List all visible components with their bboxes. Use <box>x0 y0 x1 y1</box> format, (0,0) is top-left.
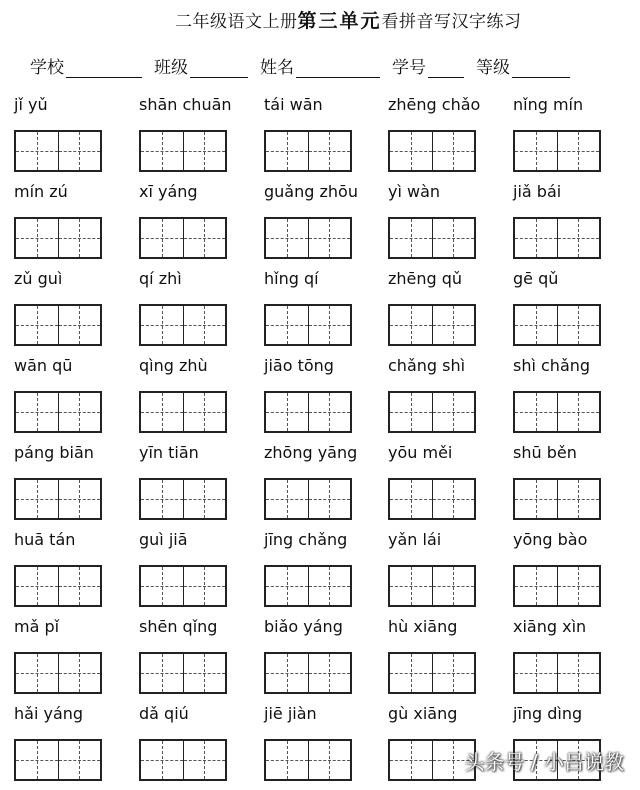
tianzige-boxes <box>513 304 601 346</box>
writing-box[interactable] <box>266 219 308 257</box>
writing-box[interactable] <box>390 132 432 170</box>
word-exercise-item <box>388 443 508 529</box>
tianzige-boxes <box>513 478 601 520</box>
pinyin-label: biǎo yáng <box>264 617 343 636</box>
pinyin-label: nǐng mín <box>513 95 584 114</box>
tianzige-boxes <box>513 391 601 433</box>
writing-box[interactable] <box>432 219 475 257</box>
tianzige-boxes <box>513 130 601 172</box>
tianzige-boxes <box>139 304 227 346</box>
word-exercise-item <box>513 182 633 268</box>
writing-box[interactable] <box>141 741 183 779</box>
pinyin-label: xī yáng <box>139 182 198 201</box>
writing-box[interactable] <box>16 654 58 692</box>
writing-box[interactable] <box>16 306 58 344</box>
pinyin-label: hù xiāng <box>388 617 458 636</box>
tianzige-boxes <box>139 391 227 433</box>
writing-box[interactable] <box>16 132 58 170</box>
writing-box[interactable] <box>58 393 101 431</box>
writing-box[interactable] <box>183 567 226 605</box>
word-exercise-item <box>513 356 633 442</box>
pinyin-label: jiāo tōng <box>264 356 334 375</box>
pinyin-label: qí zhì <box>139 269 182 288</box>
pinyin-label: jīng dìng <box>513 704 583 723</box>
title-unit: 第三单元 <box>297 10 382 32</box>
writing-box[interactable] <box>58 132 101 170</box>
pinyin-label: jiē jiàn <box>264 704 317 723</box>
word-exercise-item <box>14 704 134 790</box>
writing-box[interactable] <box>16 480 58 518</box>
word-exercise-item <box>388 182 508 268</box>
writing-box[interactable] <box>432 132 475 170</box>
tianzige-boxes <box>388 478 476 520</box>
title-suffix: 看拼音写汉字练习 <box>381 12 522 32</box>
tianzige-boxes <box>14 217 102 259</box>
pinyin-label: shū běn <box>513 443 577 462</box>
word-exercise-item <box>264 269 384 355</box>
writing-box[interactable] <box>308 480 351 518</box>
tianzige-boxes <box>264 739 352 781</box>
tianzige-boxes <box>264 130 352 172</box>
pinyin-label: shì chǎng <box>513 356 591 375</box>
pinyin-label: guì jiā <box>139 530 188 549</box>
word-exercise-item <box>14 356 134 442</box>
writing-box[interactable] <box>308 654 351 692</box>
writing-box[interactable] <box>141 219 183 257</box>
tianzige-boxes <box>139 217 227 259</box>
tianzige-boxes <box>264 304 352 346</box>
word-exercise-item <box>139 443 259 529</box>
writing-box[interactable] <box>432 480 475 518</box>
word-exercise-item <box>14 182 134 268</box>
writing-box[interactable] <box>390 741 432 779</box>
writing-box[interactable] <box>515 132 557 170</box>
writing-box[interactable] <box>58 480 101 518</box>
word-exercise-item <box>388 95 508 181</box>
tianzige-boxes <box>14 391 102 433</box>
pinyin-label: dǎ qiú <box>139 704 189 723</box>
pinyin-label: shēn qǐng <box>139 617 218 636</box>
word-exercise-item <box>264 95 384 181</box>
writing-box[interactable] <box>141 567 183 605</box>
pinyin-label: hǎi yáng <box>14 704 84 723</box>
number-label: 学号 <box>392 58 426 78</box>
writing-box[interactable] <box>515 219 557 257</box>
writing-box[interactable] <box>557 567 600 605</box>
writing-box[interactable] <box>432 393 475 431</box>
writing-box[interactable] <box>557 480 600 518</box>
word-exercise-item <box>513 443 633 529</box>
writing-box[interactable] <box>16 219 58 257</box>
writing-box[interactable] <box>390 654 432 692</box>
writing-box[interactable] <box>515 393 557 431</box>
word-exercise-item <box>264 617 384 703</box>
writing-box[interactable] <box>183 393 226 431</box>
writing-box[interactable] <box>557 393 600 431</box>
word-exercise-item <box>264 530 384 616</box>
pinyin-label: mǎ pǐ <box>14 617 60 636</box>
word-exercise-item <box>139 704 259 790</box>
writing-box[interactable] <box>515 480 557 518</box>
word-exercise-item <box>513 95 633 181</box>
writing-box[interactable] <box>308 219 351 257</box>
writing-box[interactable] <box>141 393 183 431</box>
school-label: 学校 <box>30 58 64 78</box>
writing-box[interactable] <box>16 567 58 605</box>
pinyin-label: yīn tiān <box>139 443 199 462</box>
writing-box[interactable] <box>515 654 557 692</box>
name-label: 姓名 <box>260 58 294 78</box>
writing-box[interactable] <box>266 654 308 692</box>
writing-box[interactable] <box>141 654 183 692</box>
word-exercise-item <box>388 269 508 355</box>
tianzige-boxes <box>139 130 227 172</box>
tianzige-boxes <box>513 565 601 607</box>
pinyin-label: jīng chǎng <box>264 530 348 549</box>
writing-box[interactable] <box>183 480 226 518</box>
tianzige-boxes <box>513 652 601 694</box>
writing-box[interactable] <box>308 393 351 431</box>
writing-box[interactable] <box>183 132 226 170</box>
tianzige-boxes <box>388 304 476 346</box>
tianzige-boxes <box>388 130 476 172</box>
writing-box[interactable] <box>432 567 475 605</box>
pinyin-label: huā tán <box>14 530 76 549</box>
writing-box[interactable] <box>266 741 308 779</box>
pinyin-label: mín zú <box>14 182 68 201</box>
writing-box[interactable] <box>390 480 432 518</box>
tianzige-boxes <box>264 391 352 433</box>
writing-box[interactable] <box>390 306 432 344</box>
class-label: 班级 <box>154 58 188 78</box>
writing-box[interactable] <box>557 306 600 344</box>
word-exercise-item <box>14 443 134 529</box>
writing-box[interactable] <box>58 567 101 605</box>
tianzige-boxes <box>14 304 102 346</box>
tianzige-boxes <box>14 478 102 520</box>
word-exercise-item <box>139 530 259 616</box>
writing-box[interactable] <box>16 741 58 779</box>
writing-box[interactable] <box>390 219 432 257</box>
writing-box[interactable] <box>58 219 101 257</box>
writing-box[interactable] <box>266 306 308 344</box>
pinyin-label: zhēng chǎo <box>388 95 481 114</box>
writing-box[interactable] <box>308 567 351 605</box>
tianzige-boxes <box>264 565 352 607</box>
pinyin-label: yōng bào <box>513 530 588 549</box>
writing-box[interactable] <box>183 306 226 344</box>
writing-box[interactable] <box>141 132 183 170</box>
tianzige-boxes <box>264 652 352 694</box>
word-exercise-item <box>14 617 134 703</box>
word-exercise-item <box>264 356 384 442</box>
writing-box[interactable] <box>432 654 475 692</box>
pinyin-label: wān qū <box>14 356 73 375</box>
tianzige-boxes <box>139 565 227 607</box>
pinyin-label: gù xiāng <box>388 704 458 723</box>
word-exercise-item <box>388 617 508 703</box>
word-exercise-item <box>139 356 259 442</box>
writing-box[interactable] <box>557 654 600 692</box>
writing-box[interactable] <box>58 654 101 692</box>
tianzige-boxes <box>388 391 476 433</box>
pinyin-label: yōu měi <box>388 443 453 462</box>
word-exercise-item <box>513 530 633 616</box>
writing-box[interactable] <box>266 567 308 605</box>
pinyin-label: gē qǔ <box>513 269 559 288</box>
writing-box[interactable] <box>390 393 432 431</box>
watermark: 头条号 / 小吕说教 <box>464 750 624 774</box>
writing-box[interactable] <box>515 567 557 605</box>
tianzige-boxes <box>513 217 601 259</box>
writing-box[interactable] <box>390 567 432 605</box>
writing-box[interactable] <box>16 393 58 431</box>
title-prefix: 二年级语文上册 <box>175 12 298 32</box>
writing-box[interactable] <box>515 306 557 344</box>
word-exercise-item <box>139 617 259 703</box>
word-exercise-item <box>513 617 633 703</box>
pinyin-label: jiǎ bái <box>513 182 562 201</box>
pinyin-label: jǐ yǔ <box>14 95 48 114</box>
pinyin-label: yì wàn <box>388 182 441 201</box>
writing-box[interactable] <box>557 219 600 257</box>
writing-box[interactable] <box>266 480 308 518</box>
writing-box[interactable] <box>432 306 475 344</box>
pinyin-label: qìng zhù <box>139 356 208 375</box>
word-exercise-item <box>139 269 259 355</box>
word-exercise-item <box>264 704 384 790</box>
writing-box[interactable] <box>141 480 183 518</box>
tianzige-boxes <box>388 652 476 694</box>
word-exercise-item <box>139 182 259 268</box>
word-exercise-item <box>264 182 384 268</box>
tianzige-boxes <box>264 478 352 520</box>
word-exercise-item <box>388 356 508 442</box>
tianzige-boxes <box>388 739 476 781</box>
tianzige-boxes <box>139 739 227 781</box>
tianzige-boxes <box>14 130 102 172</box>
tianzige-boxes <box>139 478 227 520</box>
word-exercise-item <box>388 530 508 616</box>
pinyin-label: shān chuān <box>139 95 232 114</box>
pinyin-label: guǎng zhōu <box>264 182 358 201</box>
writing-box[interactable] <box>308 741 351 779</box>
writing-box[interactable] <box>308 306 351 344</box>
tianzige-boxes <box>14 652 102 694</box>
writing-box[interactable] <box>183 741 226 779</box>
writing-box[interactable] <box>266 132 308 170</box>
grade-label: 等级 <box>476 58 510 78</box>
pinyin-label: xiāng xìn <box>513 617 587 636</box>
tianzige-boxes <box>388 565 476 607</box>
tianzige-boxes <box>14 565 102 607</box>
writing-box[interactable] <box>557 132 600 170</box>
pinyin-label: zhēng qǔ <box>388 269 463 288</box>
tianzige-boxes <box>264 217 352 259</box>
word-exercise-item <box>513 269 633 355</box>
writing-box[interactable] <box>308 132 351 170</box>
word-exercise-item <box>14 95 134 181</box>
word-exercise-item <box>14 269 134 355</box>
word-exercise-item <box>14 530 134 616</box>
word-exercise-item <box>264 443 384 529</box>
word-exercise-item <box>139 95 259 181</box>
pinyin-label: tái wān <box>264 95 323 114</box>
writing-box[interactable] <box>58 741 101 779</box>
pinyin-label: zǔ guì <box>14 269 63 288</box>
writing-box[interactable] <box>183 654 226 692</box>
tianzige-boxes <box>14 739 102 781</box>
pinyin-label: chǎng shì <box>388 356 466 375</box>
pinyin-label: yǎn lái <box>388 530 442 549</box>
writing-box[interactable] <box>141 306 183 344</box>
tianzige-boxes <box>388 217 476 259</box>
pinyin-label: páng biān <box>14 443 94 462</box>
writing-box[interactable] <box>266 393 308 431</box>
writing-box[interactable] <box>183 219 226 257</box>
pinyin-label: zhōng yāng <box>264 443 358 462</box>
writing-box[interactable] <box>58 306 101 344</box>
pinyin-label: hǐng qí <box>264 269 319 288</box>
tianzige-boxes <box>139 652 227 694</box>
